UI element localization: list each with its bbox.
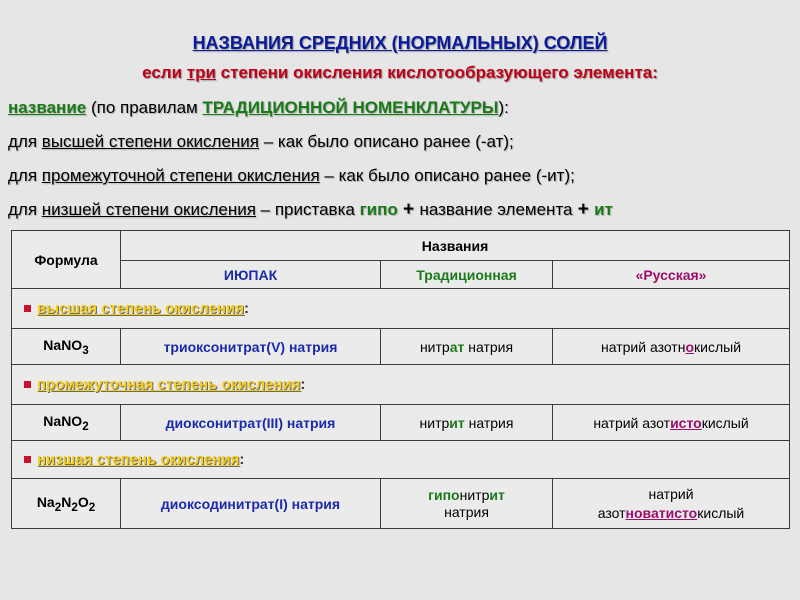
section-label-row (12, 365, 790, 405)
section-label-row (12, 289, 790, 329)
rule-line-naming (8, 98, 509, 118)
header-iupac: ИЮПАК (121, 261, 381, 289)
rus-end: кислый (694, 338, 742, 355)
rule-lowest-plus-2: + (572, 199, 595, 220)
rus-end: кислый (701, 414, 749, 431)
rule-line-intermediate (8, 166, 575, 186)
bullet-icon (24, 456, 31, 463)
header-formula: Формула (12, 231, 121, 289)
subtitle-post: степени окисления кислотообразующего элемента: (215, 63, 658, 82)
traditional-name-cell (381, 479, 553, 529)
formula-subscript: 2 (88, 500, 96, 514)
russian-name-cell (553, 479, 790, 529)
section-colon: : (300, 376, 306, 393)
salt-names-table (11, 230, 790, 529)
rule-intermediate-text: – как было описано ранее (-ит); (319, 166, 575, 185)
bullet-icon (24, 305, 31, 312)
rule-lowest-prefix: для (8, 200, 42, 219)
rule-naming-nomenclature: ТРАДИЦИОННОЙ НОМЕНКЛАТУРЫ (202, 98, 499, 117)
formula-part: N (61, 493, 72, 510)
rus-connector: новатисто (625, 504, 698, 521)
russian-name-cell (553, 329, 790, 365)
iupac-name-cell: триоксонитрат(V) натрия (121, 329, 381, 365)
page-subtitle (0, 63, 800, 83)
header-traditional: Традиционная (381, 261, 553, 289)
rule-line-highest (8, 132, 514, 152)
russian-name-cell (553, 405, 790, 441)
formula-cell (12, 329, 121, 365)
header-names: Названия (121, 231, 790, 261)
rus-connector: исто (670, 414, 702, 431)
rule-lowest-plus-1: + (397, 199, 420, 220)
section-label-row (12, 441, 790, 479)
trad-prefix: гипо (428, 486, 460, 503)
rule-intermediate-prefix: для (8, 166, 42, 185)
rule-highest-term: высшей степени окисления (41, 132, 260, 151)
formula-part: NaNO (43, 336, 83, 353)
bullet-icon (24, 381, 31, 388)
rule-lowest-term: низшей степени окисления (41, 200, 256, 219)
trad-suffix: ит (489, 486, 505, 503)
rule-lowest-prefix-hypo: гипо (359, 200, 398, 219)
formula-subscript: 2 (82, 419, 89, 433)
rule-naming-end: ): (498, 98, 509, 117)
trad-suffix: ат (449, 338, 465, 355)
rule-highest-text: – как было описано ранее (-ат); (259, 132, 514, 151)
rule-naming-term: название (8, 98, 87, 117)
trad-suffix: ит (449, 414, 465, 431)
header-russian: «Русская» (553, 261, 790, 289)
formula-part: O (77, 493, 89, 510)
traditional-name-cell (381, 405, 553, 441)
formula-cell (12, 405, 121, 441)
traditional-name-cell (381, 329, 553, 365)
formula-subscript: 3 (82, 343, 89, 357)
trad-root: нитр (419, 338, 450, 355)
rule-naming-text: (по правилам (86, 98, 203, 117)
formula-subscript: 2 (54, 500, 62, 514)
formula-subscript: 2 (71, 500, 78, 514)
rus-end: кислый (697, 504, 745, 521)
trad-root: нитр (459, 486, 490, 503)
section-colon: : (243, 300, 249, 317)
subtitle-emphasis: три (186, 63, 216, 82)
rule-lowest-text: – приставка (255, 200, 360, 219)
section-label: низшая степень окисления (37, 451, 240, 468)
formula-part: Na (36, 493, 55, 510)
rule-highest-prefix: для (8, 132, 42, 151)
rus-root: натрий азот (593, 414, 671, 431)
section-label: промежуточная степень окисления (37, 376, 301, 393)
formula-cell (12, 479, 121, 529)
iupac-name-cell: диоксонитрат(III) натрия (121, 405, 381, 441)
formula-part: NaNO (43, 412, 83, 429)
section-label: высшая степень окисления (37, 300, 244, 317)
trad-root: нитр (419, 414, 450, 431)
rus-root-2: азот (597, 504, 626, 521)
trad-rest: натрия (464, 414, 514, 431)
section-colon: : (239, 451, 245, 468)
trad-rest: натрия (444, 503, 489, 520)
subtitle-pre: если (142, 63, 187, 82)
rule-line-lowest (8, 199, 613, 221)
rus-root: натрий (648, 485, 694, 502)
rule-lowest-suffix-it: ит (594, 200, 613, 219)
rus-root: натрий азотн (601, 338, 686, 355)
rus-connector: о (685, 338, 695, 355)
rule-lowest-element: название элемента (419, 200, 573, 219)
iupac-name-cell: диоксодинитрат(I) натрия (121, 479, 381, 529)
page-title: НАЗВАНИЯ СРЕДНИХ (НОРМАЛЬНЫХ) СОЛЕЙ (192, 33, 608, 53)
rule-intermediate-term: промежуточной степени окисления (41, 166, 320, 185)
trad-rest: натрия (464, 338, 514, 355)
